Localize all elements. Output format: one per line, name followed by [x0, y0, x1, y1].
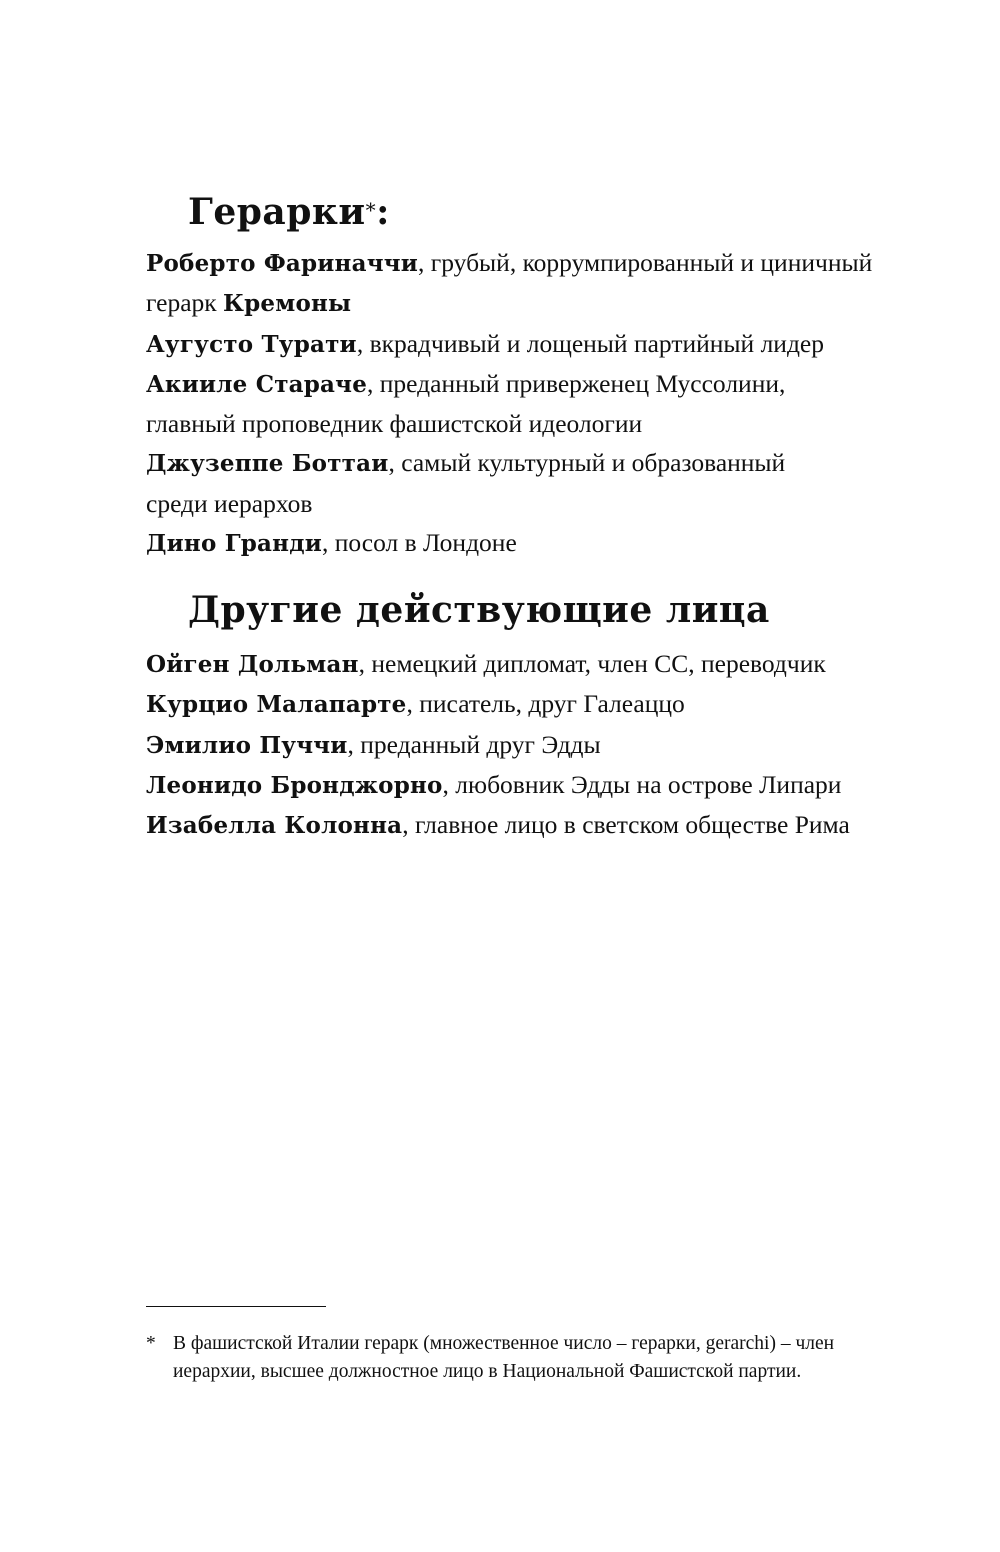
person-description: , немецкий дипломат, член СС, переводчик [358, 649, 826, 678]
person-name: Ойген Дольман [146, 651, 359, 678]
person-description: , самый культурный и образованный среди иерархов [146, 448, 786, 518]
list-item [146, 364, 806, 444]
person-description: , преданный приверженец Муссолини, главный проповедник фашистской идеологии [146, 368, 786, 439]
person-description: , любовник Эдды на острове Липари [442, 769, 842, 799]
others-heading: Другие действующие лица [188, 589, 770, 631]
person-name: Аугусто Турати [146, 330, 357, 358]
person-name: Джузеппе Боттаи [146, 450, 389, 478]
footnote [146, 1330, 876, 1386]
list-item [146, 644, 886, 684]
list-item [146, 443, 786, 523]
list-item [146, 243, 886, 324]
person-name: Роберто Фариначчи [146, 250, 419, 277]
person-name: Изабелла Колонна [146, 812, 403, 840]
list-item [146, 324, 886, 364]
person-description: , посол в Лондоне [321, 528, 517, 558]
footnote-divider [146, 1306, 326, 1307]
city-name: Кремоны [223, 290, 352, 318]
person-description: , грубый, коррумпированный и циничный герарк [146, 248, 873, 318]
person-name: Дино Гранди [146, 530, 322, 558]
hierarchs-list [146, 243, 886, 563]
person-description: , писатель, друг Галеаццо [406, 689, 685, 719]
person-name: Эмилио Пуччи [146, 731, 348, 759]
person-name: Акииле Стараче [146, 370, 368, 398]
hierarchs-heading [188, 190, 390, 234]
footnote-text: В фашистской Италии герарк (множественное число – герарки, gerarchi) – член иерархии, высшее должностное лицо в Национальной Фашистской партии. [173, 1333, 835, 1382]
person-description: , вкрадчивый и лощеный партийный лидер [356, 328, 824, 358]
footnote-reference-marker: * [365, 198, 377, 222]
list-item [146, 523, 886, 563]
person-name: Леонидо Бронджорно [146, 771, 443, 799]
list-item [146, 684, 886, 724]
person-description: , преданный друг Эдды [347, 729, 601, 759]
footnote-marker: * [146, 1333, 156, 1354]
list-item [146, 725, 886, 765]
others-list [146, 644, 886, 845]
list-item [146, 805, 886, 845]
hierarchs-heading-text: Герарки [188, 191, 366, 233]
person-name: Курцио Малапарте [146, 691, 407, 719]
person-description: , главное лицо в светском обществе Рима [402, 810, 850, 840]
list-item [146, 765, 886, 805]
hierarchs-heading-colon: : [376, 191, 390, 233]
